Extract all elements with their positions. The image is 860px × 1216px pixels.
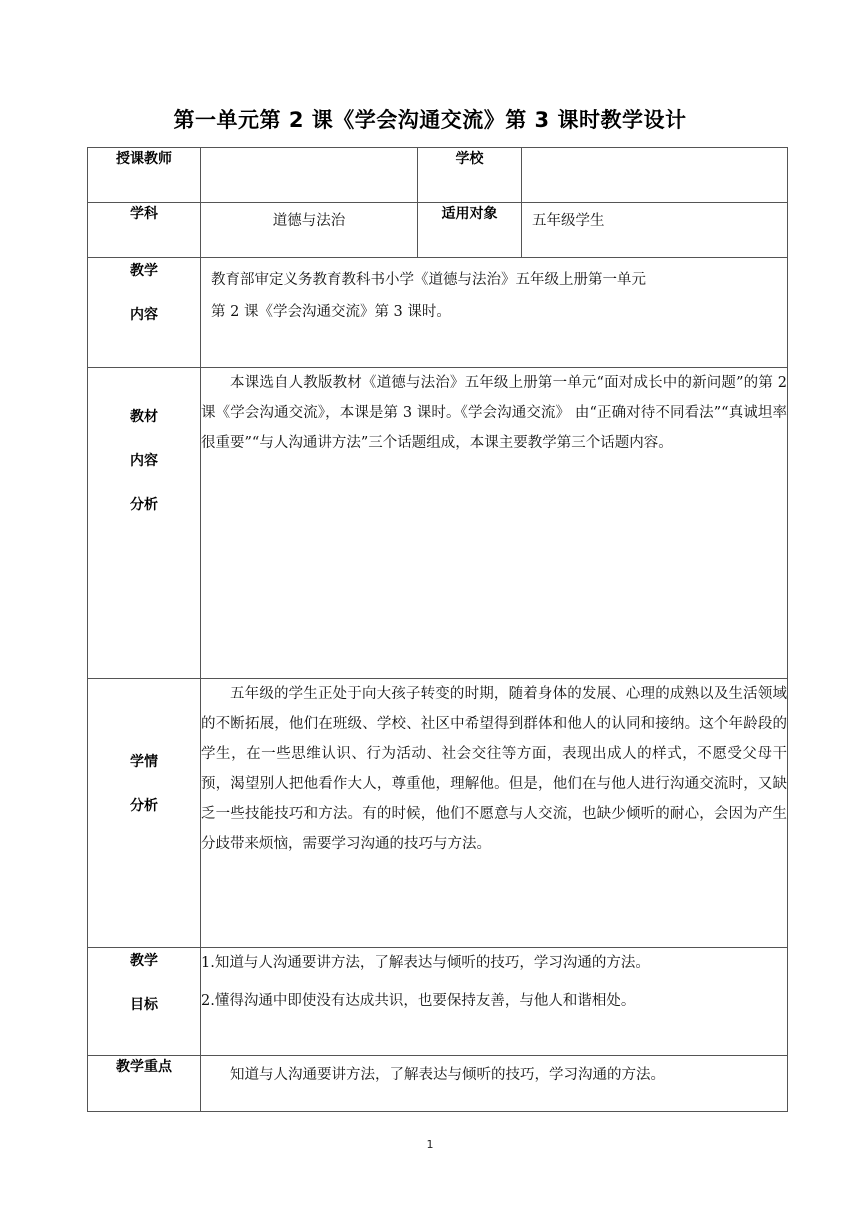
content-text: 教育部审定义务教育教科书小学《道德与法治》五年级上册第一单元 第 2 课《学会沟通交流》第 3 课时。 [201,258,788,368]
content-label: 教学 内容 [88,258,201,368]
row-subject-audience [88,203,788,258]
goals-label: 教学 目标 [88,948,201,1056]
document-title: 第一单元第 2 课《学会沟通交流》第 3 课时教学设计 [173,108,687,132]
material-label: 教材 内容 分析 [88,368,201,679]
teacher-value [201,148,418,203]
audience-label: 适用对象 [418,203,522,258]
row-teacher-school [88,148,788,203]
page-number: 1 [426,1138,434,1151]
student-label: 学情 分析 [88,679,201,948]
audience-value: 五年级学生 [522,203,788,258]
school-value [522,148,788,203]
material-text: 本课选自人教版教材《道德与法治》五年级上册第一单元“面对成长中的新问题”的第 2 课《学会沟通交流》，本课是第 3 课时。《学会沟通交流》 由“正确对待不同看法”“真诚坦率很重要”“与人沟通讲方法”三个话题组成，本课主要教学第三个话题内容。 [201,368,788,679]
row-material-analysis [88,368,788,679]
row-goals [88,948,788,1056]
row-focus [88,1056,788,1112]
row-student-analysis [88,679,788,948]
focus-text: 知道与人沟通要讲方法，了解表达与倾听的技巧，学习沟通的方法。 [201,1056,788,1112]
goal-item: 1.知道与人沟通要讲方法，了解表达与倾听的技巧，学习沟通的方法。 [201,955,650,971]
goals-list [201,948,788,1056]
focus-label: 教学重点 [88,1056,201,1112]
goal-item: 2.懂得沟通中即使没有达成共识，也要保持友善，与他人和谐相处。 [201,993,636,1009]
row-content [88,258,788,368]
subject-value: 道德与法治 [201,203,418,258]
lesson-plan-table [87,147,788,1112]
subject-label: 学科 [88,203,201,258]
school-label: 学校 [418,148,522,203]
teacher-label: 授课教师 [88,148,201,203]
student-text: 五年级的学生正处于向大孩子转变的时期，随着身体的发展、心理的成熟以及生活领域的不断拓展，他们在班级、学校、社区中希望得到群体和他人的认同和接纳。这个年龄段的学生，在一些思维认识、行为活动、社会交往等方面，表现出成人的样式，不愿受父母干预，渴望别人把他看作大人，尊重他，理解他。但是，他们在与他人进行沟通交流时，又缺乏一些技能技巧和方法。有的时候，他们不愿意与人交流，也缺少倾听的耐心，会因为产生分歧带来烦恼，需要学习沟通的技巧与方法。 [201,679,788,948]
